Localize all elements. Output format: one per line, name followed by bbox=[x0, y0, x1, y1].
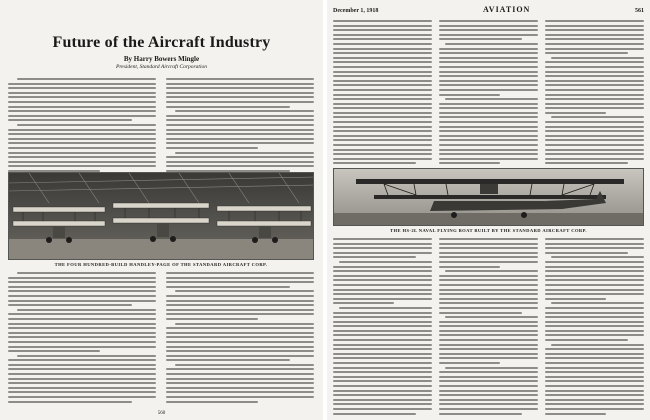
right-page-column-2-bottom bbox=[439, 238, 538, 417]
left-page-column-2-bottom bbox=[166, 272, 314, 405]
right-page bbox=[327, 0, 650, 420]
right-page-number: 561 bbox=[635, 8, 644, 14]
right-page-column-2-top bbox=[439, 20, 538, 167]
magazine-name: AVIATION bbox=[483, 5, 531, 14]
running-header bbox=[333, 5, 644, 15]
right-figure-caption: THE HS-2L NAVAL FLYING BOAT BUILT BY THE STANDARD AIRCRAFT CORP. bbox=[390, 228, 587, 233]
flying-boat-image bbox=[334, 169, 644, 226]
author-affiliation: President, Standard Aircraft Corporation bbox=[116, 64, 207, 70]
flying-boat-photo bbox=[333, 168, 644, 226]
left-page-column-1-top bbox=[8, 78, 156, 174]
left-page-number: 560 bbox=[157, 411, 166, 416]
right-page-column-1-top bbox=[333, 20, 432, 167]
article-byline: By Harry Bowers Mingle bbox=[123, 55, 200, 63]
right-page-column-3-bottom bbox=[545, 238, 644, 417]
right-page-column-1-bottom bbox=[333, 238, 432, 417]
right-page-column-3-top bbox=[545, 20, 644, 167]
left-page-column-1-bottom bbox=[8, 272, 156, 405]
article-title: Future of the Aircraft Industry bbox=[52, 34, 271, 51]
left-figure-caption: THE FOUR HUNDRED-BUILD HANDLEY-PAGE OF THE STANDARD AIRCRAFT CORP. bbox=[54, 262, 268, 267]
issue-date: December 1, 1918 bbox=[333, 8, 379, 14]
left-page bbox=[0, 0, 323, 420]
aircraft-hangar-image bbox=[9, 173, 314, 260]
left-page-column-2-top bbox=[166, 78, 314, 174]
handley-page-photo bbox=[8, 172, 314, 260]
